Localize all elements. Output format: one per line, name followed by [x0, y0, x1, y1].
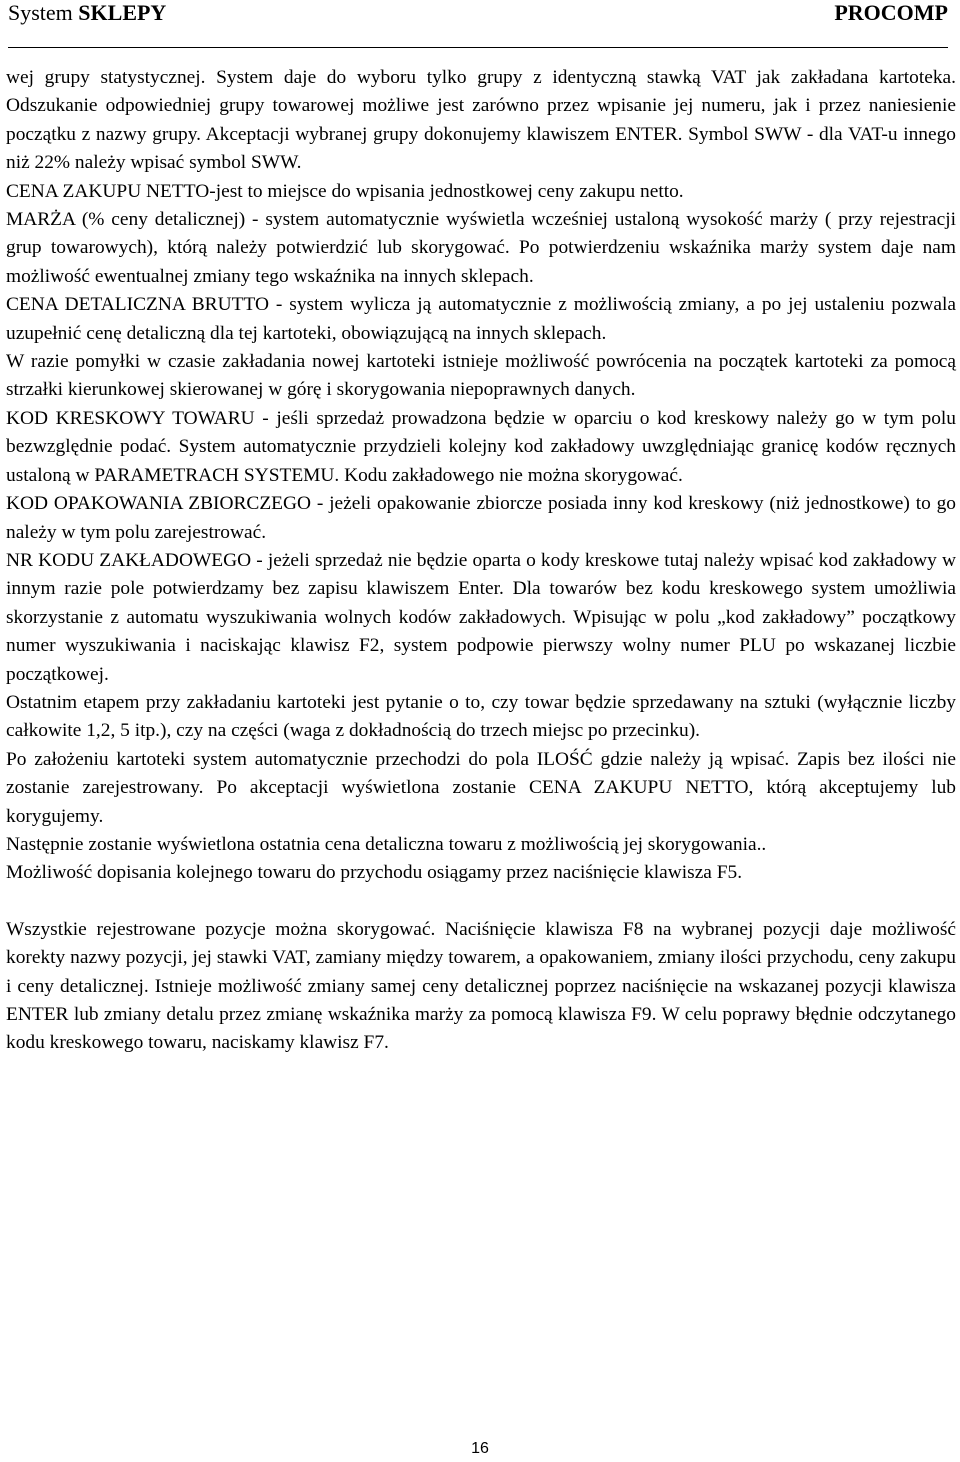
header-system-name: [8, 0, 166, 26]
paragraph-error-correction: W razie pomyłki w czasie zakładania nowej kartoteki istnieje możliwość powrócenia na początek kartoteki za pomocą strzałki kierunkowej skierowanej w górę i skorygowania niepoprawnych danych.: [6, 351, 956, 401]
header-company-name: PROCOMP: [834, 0, 948, 25]
paragraph-retail-price: CENA DETALICZNA BRUTTO - system wylicza ją automatycznie z możliwością zmiany, a po jej ustaleniu pozwala uzupełnić cenę detaliczną dla tej kartoteki, obowiązującą na innych sklepach.: [6, 294, 956, 344]
paragraph-margin: MARŻA (% ceny detalicznej) - system automatycznie wyświetla wcześniej ustaloną wysokość marży ( przy rejestracji grup towarowych), którą należy potwierdzić lub skorygować. Po potwierdzeniu wskaźnika marży system daje nam możliwość ewentualnej zmiany tego wskaźnika na innych sklepach.: [6, 209, 956, 287]
document-body: [6, 64, 956, 1058]
page-number: 16: [471, 1440, 489, 1457]
paragraph-next-item: Możliwość dopisania kolejnego towaru do przychodu osiągamy przez naciśnięcie klawisza F5.: [6, 862, 743, 884]
paragraph-last-retail-price: Następnie zostanie wyświetlona ostatnia cena detaliczna towaru z możliwością jej skorygowania..: [6, 833, 767, 855]
paragraph-unit-type: Ostatnim etapem przy zakładaniu kartoteki jest pytanie o to, czy towar będzie sprzedawany na sztuki (wyłącznie liczby całkowite 1,2, 5 itp.), czy na części (waga z dokładnością do trzech miejsc po przecinku).: [6, 691, 956, 742]
paragraph-plant-code: NR KODU ZAKŁADOWEGO - jeżeli sprzedaż nie będzie oparta o kody kreskowe tutaj należy wpisać kod zakładowy w innym razie pole potwierdzamy bez zapisu klawiszem Enter. Dla towarów bez kodu kreskowego system umożliwia skorzystanie z automatu wyszukiwania wolnych kodów zakładowych. Wpisując w polu „kod zakładowy” początkowy numer wyszukiwania i naciskając klawisz F2, system podpowie pierwszy wolny numer PLU po wskazanej liczbie początkowej.: [6, 549, 956, 685]
paragraph-corrections: Wszystkie rejestrowane pozycje można skorygować. Naciśnięcie klawisza F8 na wybranej pozycji daje możliwość korekty nazwy pozycji, jej stawki VAT, zamiany między towarem, a opakowaniem, zmiany ilości przychodu, ceny zakupu i ceny detalicznej. Istnieje możliwość zmiany samej ceny detalicznej poprzez naciśnięcie na wskazanej pozycji klawisza ENTER lub zmiany detalu przez zmianę wskaźnika marży za pomocą klawisza F9. W celu poprawy błędnie odczytanego kodu kreskowego towaru, naciskamy klawisz F7.: [6, 918, 956, 1054]
paragraph-vat-group: wej grupy statystycznej. System daje do wyboru tylko grupy z identyczną stawką VAT jak zakładana kartoteka. Odszukanie odpowiedniej grupy towarowej możliwe jest zarówno przez wpisanie jej numeru, jak i przez naniesienie początku z nazwy grupy. Akceptacji wybranej grupy dokonujemy klawiszem ENTER. Symbol SWW - dla VAT-u innego niż 22% należy wpisać symbol SWW.: [6, 67, 956, 174]
page-header: [8, 0, 948, 48]
paragraph-package-code: KOD OPAKOWANIA ZBIORCZEGO - jeżeli opakowanie zbiorcze posiada inny kod kreskowy (niż jednostkowe) to go należy w tym polu zarejestrować.: [6, 493, 956, 543]
header-divider: [8, 47, 948, 48]
paragraph-purchase-price: CENA ZAKUPU NETTO-jest to miejsce do wpisania jednostkowej ceny zakupu netto.: [6, 180, 684, 202]
header-system-prefix: System: [8, 0, 73, 25]
paragraph-quantity: Po założeniu kartoteki system automatycznie przechodzi do pola ILOŚĆ gdzie należy ją wpisać. Zapis bez ilości nie zostanie zarejestrowany. Po akceptacji wyświetlona zostanie CENA ZAKUPU NETTO, którą akceptujemy lub korygujemy.: [6, 748, 956, 827]
paragraph-barcode: KOD KRESKOWY TOWARU - jeśli sprzedaż prowadzona będzie w oparciu o kod kreskowy należy go w tym polu bezwzględnie podać. System automatycznie przydzieli kolejny kod zakładowy uwzględniając granicę kodów ręcznych ustaloną w PARAMETRACH SYSTEMU. Kodu zakładowego nie można skorygować.: [6, 407, 956, 486]
header-system-title: SKLEPY: [78, 0, 167, 25]
